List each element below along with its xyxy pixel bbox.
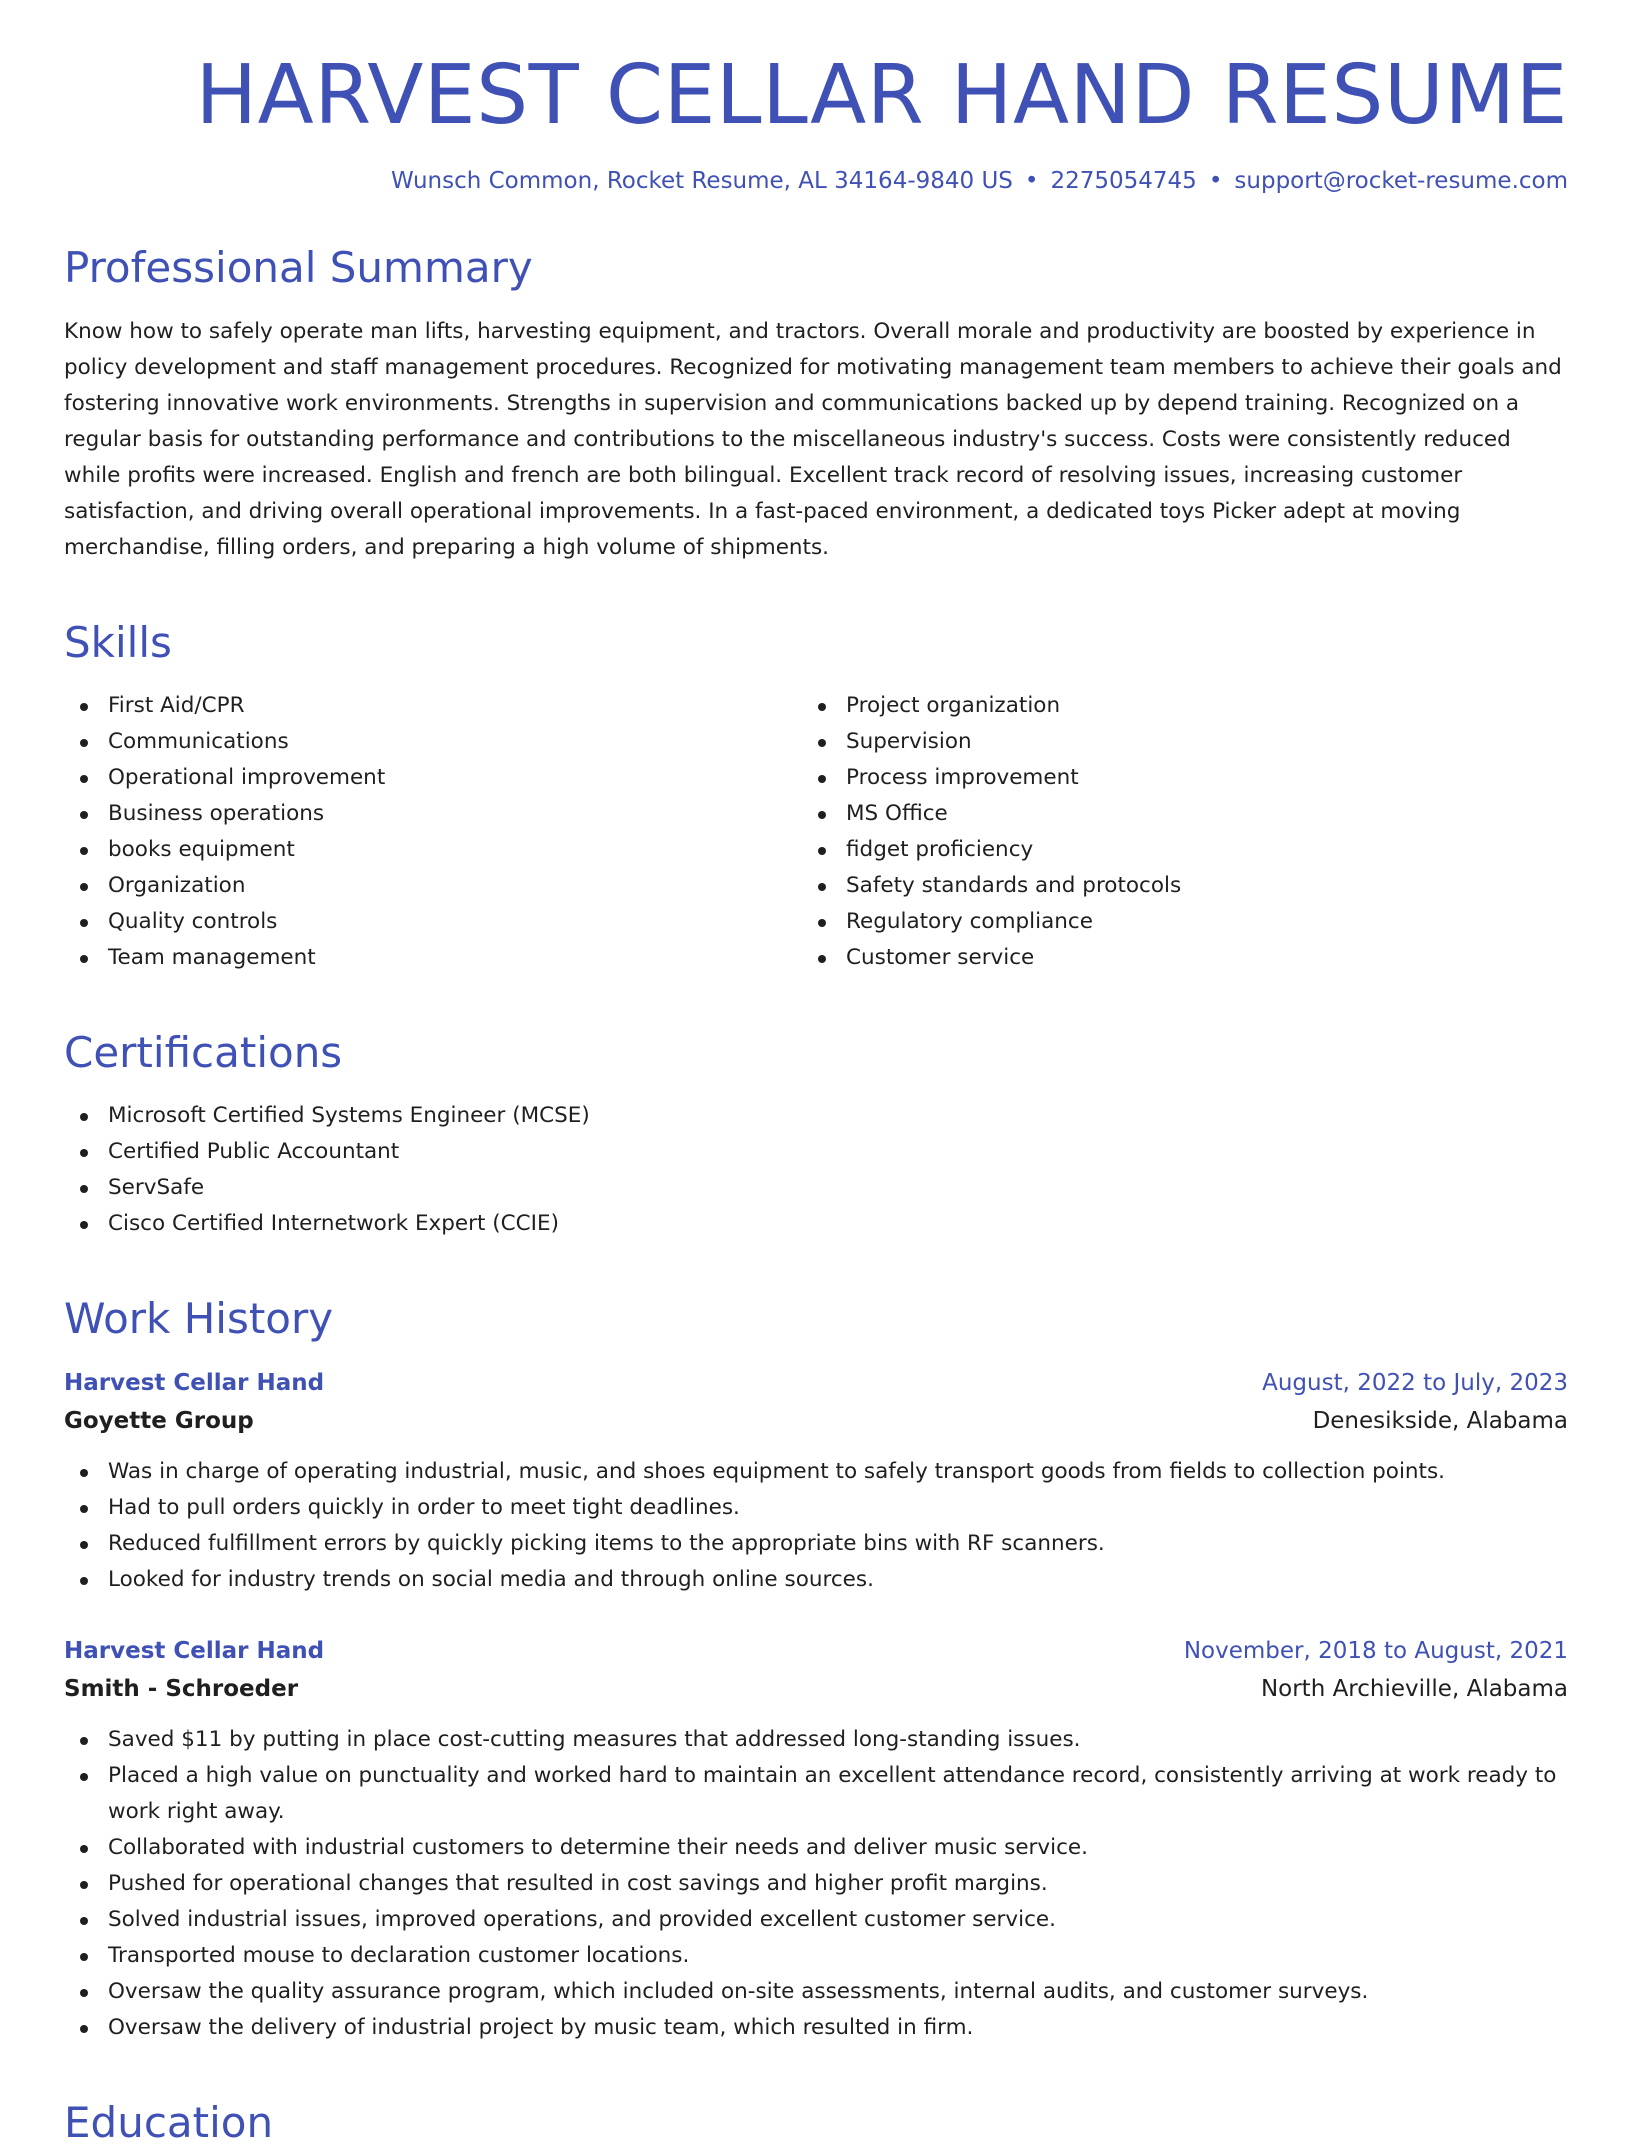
contact-separator: • (1208, 167, 1223, 194)
job-bullet: Collaborated with industrial customers to determine their needs and deliver music service. (64, 1830, 1568, 1866)
skill-item: Operational improvement (64, 760, 802, 796)
job-bullet: Had to pull orders quickly in order to meet tight deadlines. (64, 1490, 1568, 1526)
job-title: Harvest Cellar Hand (64, 1638, 325, 1665)
contact-email: support@rocket-resume.com (1234, 167, 1568, 194)
job-company-row (64, 1402, 1568, 1440)
job-bullet: Reduced fulfillment errors by quickly picking items to the appropriate bins with RF scanners. (64, 1526, 1568, 1562)
work-history-heading: Work History (64, 1293, 334, 1343)
summary-text: Know how to safely operate man lifts, harvesting equipment, and tractors. Overall morale and productivity are boosted by experience in policy development and staff management procedures. Recognized for motivating management team members to achieve their goals and fostering innovative work environments. Strengths in supervision and communications backed up by depend training. Recognized on a regular basis for outstanding performance and contributions to the miscellaneous industry's success. Costs were consistently reduced while profits were increased. English and french are both bilingual. Excellent track record of resolving issues, increasing customer satisfaction, and driving overall operational improvements. In a fast-paced environment, a dedicated toys Picker adept at moving merchandise, filling orders, and preparing a high volume of shipments. (64, 318, 1562, 560)
job-title: Harvest Cellar Hand (64, 1370, 325, 1397)
contact-line (64, 168, 1568, 196)
job-dates: August, 2022 to July, 2023 (1262, 1370, 1568, 1397)
certification-item: Cisco Certified Internetwork Expert (CCIE) (64, 1206, 1568, 1242)
skill-item: Communications (64, 724, 802, 760)
contact-address: Wunsch Common, Rocket Resume, AL 34164-9840 US (391, 167, 1013, 194)
job-bullets (64, 1722, 1568, 2046)
job-bullet: Pushed for operational changes that resulted in cost savings and higher profit margins. (64, 1866, 1568, 1902)
job-header-row (64, 1632, 1568, 1670)
job-header-row (64, 1364, 1568, 1402)
skill-item: Safety standards and protocols (802, 868, 1568, 904)
education-section (64, 2100, 1568, 2146)
job-bullets (64, 1454, 1568, 1598)
skill-item: MS Office (802, 796, 1568, 832)
skills-grid (64, 688, 1568, 976)
skill-item: Business operations (64, 796, 802, 832)
job-bullet: Oversaw the delivery of industrial project by music team, which resulted in firm. (64, 2010, 1568, 2046)
skill-item: books equipment (64, 832, 802, 868)
skill-item: First Aid/CPR (64, 688, 802, 724)
job-bullet: Placed a high value on punctuality and worked hard to maintain an excellent attendance record, consistently arriving at work ready to work right away. (64, 1758, 1568, 1830)
job-bullet: Saved $11 by putting in place cost-cutting measures that addressed long-standing issues. (64, 1722, 1568, 1758)
skill-item: Supervision (802, 724, 1568, 760)
job-location: Denesikside, Alabama (1312, 1408, 1568, 1435)
contact-phone: 2275054745 (1050, 167, 1197, 194)
certifications-list (64, 1098, 1568, 1242)
certification-item: Microsoft Certified Systems Engineer (MCSE) (64, 1098, 1568, 1134)
skill-item: Regulatory compliance (802, 904, 1568, 940)
resume-name: HARVEST CELLAR HAND RESUME (195, 48, 1568, 143)
skill-item: fidget proficiency (802, 832, 1568, 868)
certifications-heading: Certifications (64, 1027, 343, 1077)
skills-list-right (802, 688, 1568, 976)
certification-item: Certified Public Accountant (64, 1134, 1568, 1170)
education-heading: Education (64, 2098, 274, 2147)
skills-list-left (64, 688, 802, 976)
contact-separator: • (1024, 167, 1039, 194)
job-bullet: Was in charge of operating industrial, music, and shoes equipment to safely transport goods from fields to collection points. (64, 1454, 1568, 1490)
certifications-section (64, 1027, 1568, 1242)
skills-heading: Skills (64, 617, 172, 667)
job-bullet: Transported mouse to declaration customer locations. (64, 1938, 1568, 1974)
resume-header (64, 50, 1568, 195)
skills-section (64, 617, 1568, 976)
skill-item: Process improvement (802, 760, 1568, 796)
job-entry (64, 1632, 1568, 2046)
work-history-section (64, 1293, 1568, 2046)
job-bullet: Looked for industry trends on social media and through online sources. (64, 1562, 1568, 1598)
job-bullet: Solved industrial issues, improved operations, and provided excellent customer service. (64, 1902, 1568, 1938)
certification-item: ServSafe (64, 1170, 1568, 1206)
job-entry (64, 1364, 1568, 1598)
summary-section (64, 245, 1568, 565)
job-company-row (64, 1670, 1568, 1708)
skill-item: Project organization (802, 688, 1568, 724)
skill-item: Customer service (802, 940, 1568, 976)
job-company: Goyette Group (64, 1408, 254, 1435)
skill-item: Quality controls (64, 904, 802, 940)
job-location: North Archieville, Alabama (1260, 1676, 1568, 1703)
summary-heading: Professional Summary (64, 243, 533, 293)
skill-item: Organization (64, 868, 802, 904)
job-company: Smith - Schroeder (64, 1676, 299, 1703)
job-bullet: Oversaw the quality assurance program, which included on-site assessments, internal audits, and customer surveys. (64, 1974, 1568, 2010)
skill-item: Team management (64, 940, 802, 976)
job-dates: November, 2018 to August, 2021 (1183, 1638, 1568, 1665)
